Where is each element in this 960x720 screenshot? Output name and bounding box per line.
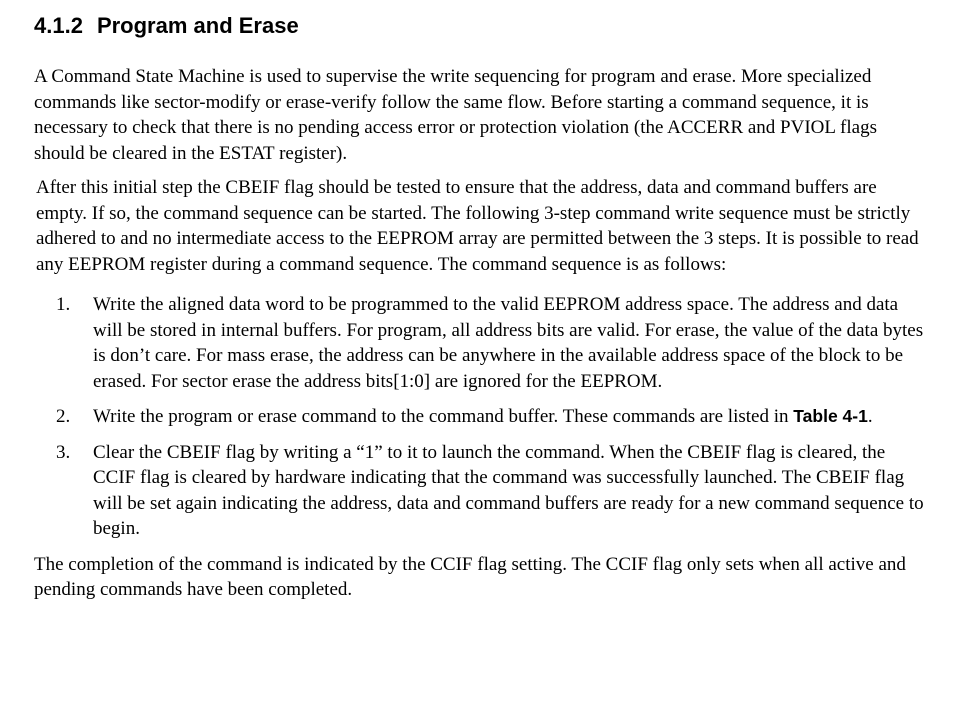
- list-item: [34, 292, 929, 394]
- list-item: [34, 404, 929, 430]
- table-reference-link: Table 4-1: [793, 406, 868, 426]
- list-item-number: 2.: [56, 406, 71, 427]
- intro-paragraph: A Command State Machine is used to supervise the write sequencing for program and erase. More specialized commands like sector-modify or erase-verify follow the same flow. Before starting a command sequence, it is necessary to check that there is no pending access error or protection violation (the ACCERR and PVIOL flags should be cleared in the ESTAT register).: [34, 66, 877, 164]
- section-title: Program and Erase: [96, 13, 299, 38]
- completion-paragraph: The completion of the command is indicated by the CCIF flag setting. The CCIF flag only sets when all active and pending commands have been completed.: [34, 553, 906, 600]
- command-steps-list: [34, 292, 930, 542]
- list-item-number: 1.: [56, 294, 71, 315]
- section-heading: [34, 12, 930, 40]
- list-item: [34, 440, 929, 542]
- list-item-text: Write the program or erase command to the command buffer. These commands are listed in: [93, 406, 789, 427]
- list-item-text: Clear the CBEIF flag by writing a “1” to it to launch the command. When the CBEIF flag is cleared, the CCIF flag is cleared by hardware indicating that the command was successfully launched. The CBEIF flag will be set again indicating the address, data and command buffers are ready for a new command sequence to begin.: [93, 441, 924, 539]
- list-item-suffix: .: [867, 406, 873, 427]
- section-number: 4.1.2: [34, 13, 83, 38]
- list-item-number: 3.: [56, 441, 71, 463]
- command-sequence-paragraph: After this initial step the CBEIF flag should be tested to ensure that the address, data and command buffers are empty. If so, the command sequence can be started. The following 3-step command write sequence must be strictly adhered to and no intermediate access to the EEPROM array are permitted between the 3 steps. It is possible to read any EEPROM register during a command sequence. The command sequence is as follows:: [36, 177, 919, 275]
- list-item-text: Write the aligned data word to be programmed to the valid EEPROM address space. The address and data will be stored in internal buffers. For program, all address bits are valid. For erase, the value of the data bytes is don’t care. For mass erase, the address can be anywhere in the available address space of the block to be erased. For sector erase the address bits[1:0] are ignored for the EEPROM.: [93, 294, 924, 392]
